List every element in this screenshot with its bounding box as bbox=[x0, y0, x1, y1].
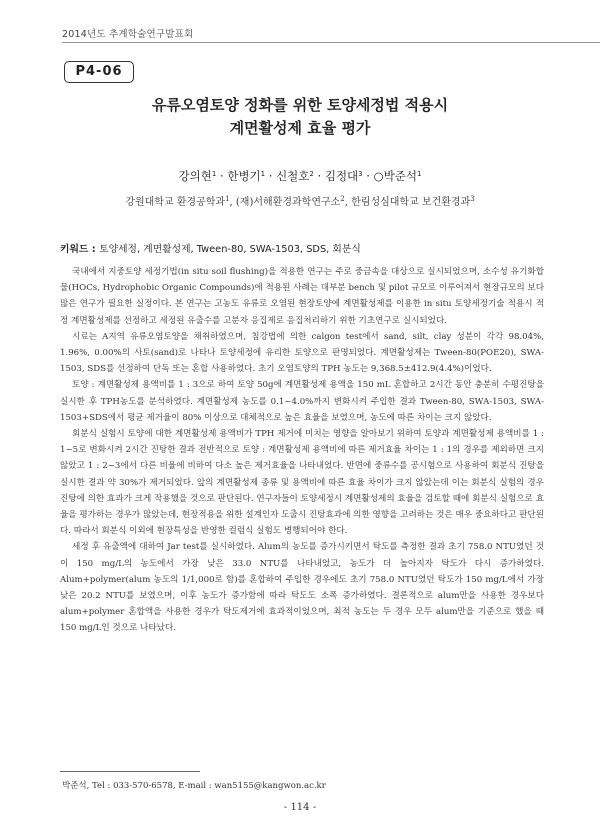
author-name: 신철호 bbox=[276, 169, 310, 183]
affiliation-separator: , bbox=[344, 197, 352, 208]
affiliation-separator: , bbox=[229, 197, 236, 208]
author-affiliation-mark: 1 bbox=[416, 170, 422, 178]
author-affiliation-mark: 1 bbox=[211, 170, 217, 178]
author-separator: · bbox=[216, 169, 228, 183]
affiliation-name: (재)서해환경과학연구소 bbox=[235, 197, 341, 208]
author-affiliation-mark: 3 bbox=[358, 170, 363, 178]
paper-code-badge: P4-06 bbox=[64, 61, 134, 83]
affiliation-mark: 1 bbox=[225, 195, 230, 203]
proceedings-header: 2014년도 추계학술연구발표회 bbox=[62, 29, 194, 40]
affiliation-mark: 2 bbox=[340, 195, 345, 203]
body-paragraph: 회분식 실험시 토양에 대한 계면활성제 용액비가 TPH 제거에 미치는 영향을 알아보기 위하여 토양과 계면활성제 용액비를 1 : 1~5로 변화시켜 2시간 진탕한 결과 전반적으로 토양 : 계면활성제 용액비에 따른 제거효율 차이는 1 : 1의 경우를 제외하면 크지 않았고 1 : 2~3에서 다른 비율에 비하여 다소 높은 제거효율을 나타내었다. 반면에 중류수를 공시험으로 사용하여 회분식 진탕을 실시한 결과 약 30%가 제거되었다. 앞의 계면활성제 종류 및 용액비에 따른 효율 차이가 크지 않았는데 이는 회분식 실험의 경우 진탕에 의한 효과가 크게 작용했을 것으로 판단된다. 연구자들이 토양세정시 계면활성제의 효율을 검토할 때에 회분식 실험으로 효율을 평가하는 경우가 많았는데, 현장적용을 위한 설계인자 도출시 진탕효과에 의한 영향을 고려하는 것은 매우 중요하다고 판단된다. 따라서 회분식 이외에 현장특성을 반영한 컬럼식 실험도 병행되어야 한다. bbox=[60, 429, 544, 537]
body-paragraph: 시료는 A지역 유류오염토양을 채취하였으며, 침강법에 의한 calgon test에서 sand, silt, clay 성분이 각각 98.04%, 1.96%, 0.00%의 사토(sand)로 나타나 토양세정에 유리한 토양으로 판명되었다. 계면활성제는 Tween-80(POE20), SWA-1503, SDS를 선정하여 단독 또는 혼합 사용하였다. 초기 오염토양의 TPH 농도는 9,368.5±412.9(4.4%)이었다. bbox=[60, 331, 544, 375]
author-list bbox=[60, 168, 540, 184]
author-name: 김정대 bbox=[324, 169, 359, 183]
author-name: 강의현 bbox=[178, 169, 212, 183]
keywords-label: 키워드 : bbox=[60, 244, 100, 255]
footnote-divider bbox=[60, 771, 200, 772]
author-affiliation-mark: 1 bbox=[260, 170, 266, 178]
abstract-body bbox=[60, 264, 544, 637]
header-divider bbox=[62, 42, 600, 43]
body-paragraph: 토양 : 계면활성제 용액비를 1 : 3으로 하여 토양 50g에 계면활성제 용액을 150 mL 혼합하고 2시간 동안 충분히 수평진탕을 실시한 후 TPH농도를 분석하였다. 계면활성제 농도를 0.1~4.0%까지 변화시켜 주입한 결과 Tween-80, SWA-1503, SWA-1503+SDS에서 평균 제거율이 80% 이상으로 대체적으로 높은 효율을 보였으며, 농도에 따른 차이는 크지 않았다. bbox=[60, 380, 544, 423]
author-separator: · bbox=[265, 169, 277, 183]
keywords-text: 토양세정, 계면활성제, Tween-80, SWA-1503, SDS, 회분식 bbox=[99, 244, 361, 255]
author-separator: · bbox=[313, 169, 325, 183]
paper-title bbox=[60, 94, 540, 140]
affiliation-mark: 3 bbox=[470, 195, 475, 203]
author-name: ○박준석 bbox=[373, 169, 417, 183]
body-paragraph: 국내에서 지중토양 세정기법(in situ soil flushing)을 적용한 연구는 주로 중금속을 대상으로 실시되었으며, 소수성 유기화합물(HOCs, Hydrophobic Organic Compounds)에 적용된 사례는 대부분 bench 및 pilot 규모로 이루어져서 현장규모의 보다 많은 연구가 필요한 실정이다. 본 연구는 고농도 유류로 오염된 현장토양에 계면활성제를 이용한 in situ 토양세정기술 적용시 적정 계면활성제를 선정하고 세정된 유출수를 고분자 응집제로 응집처리하기 위한 기초연구로 실시되었다. bbox=[60, 267, 544, 326]
body-paragraph: 세정 후 유출액에 대하여 Jar test를 실시하였다. Alum의 농도를 증가시키면서 탁도를 측정한 결과 초기 758.0 NTU였던 것이 150 mg/L의 농도에서 가장 낮은 33.0 NTU를 나타내었고, 농도가 더 높아지자 탁도가 다시 증가하였다. Alum+polymer(alum 농도의 1/1,000로 함)를 혼합하여 주입한 경우에도 초기 758.0 NTU였던 탁도가 150 mg/L에서 가장 낮은 20.2 NTU를 보였으며, 이후 농도가 증가함에 따라 탁도도 소폭 증가하였다. 결론적으로 alum만을 사용한 경우보다 alum+polymer 혼합액을 사용한 경우가 탁도제거에 효과적이었으며, 최적 농도는 두 경우 모두 alum만을 기준으로 했을 때 150 mg/L인 것으로 나타났다. bbox=[60, 542, 544, 634]
author-separator: · bbox=[362, 169, 374, 183]
affiliation-name: 강원대학교 환경공학과 bbox=[125, 197, 226, 208]
corresponding-author-footnote: 박준석, Tel : 033-570-6578, E-mail : wan5155@kangwon.ac.kr bbox=[62, 781, 326, 791]
affiliation-list bbox=[60, 193, 540, 208]
affiliation-name: 한림성심대학교 보건환경과 bbox=[351, 197, 471, 208]
keywords-line bbox=[60, 241, 540, 255]
title-line-2: 계면활성제 효율 평가 bbox=[229, 119, 371, 137]
author-affiliation-mark: 2 bbox=[309, 170, 314, 178]
author-name: 한병기 bbox=[227, 169, 261, 183]
title-line-1: 유류오염토양 정화를 위한 토양세정법 적용시 bbox=[151, 96, 449, 114]
page-number: - 114 - bbox=[283, 802, 317, 813]
